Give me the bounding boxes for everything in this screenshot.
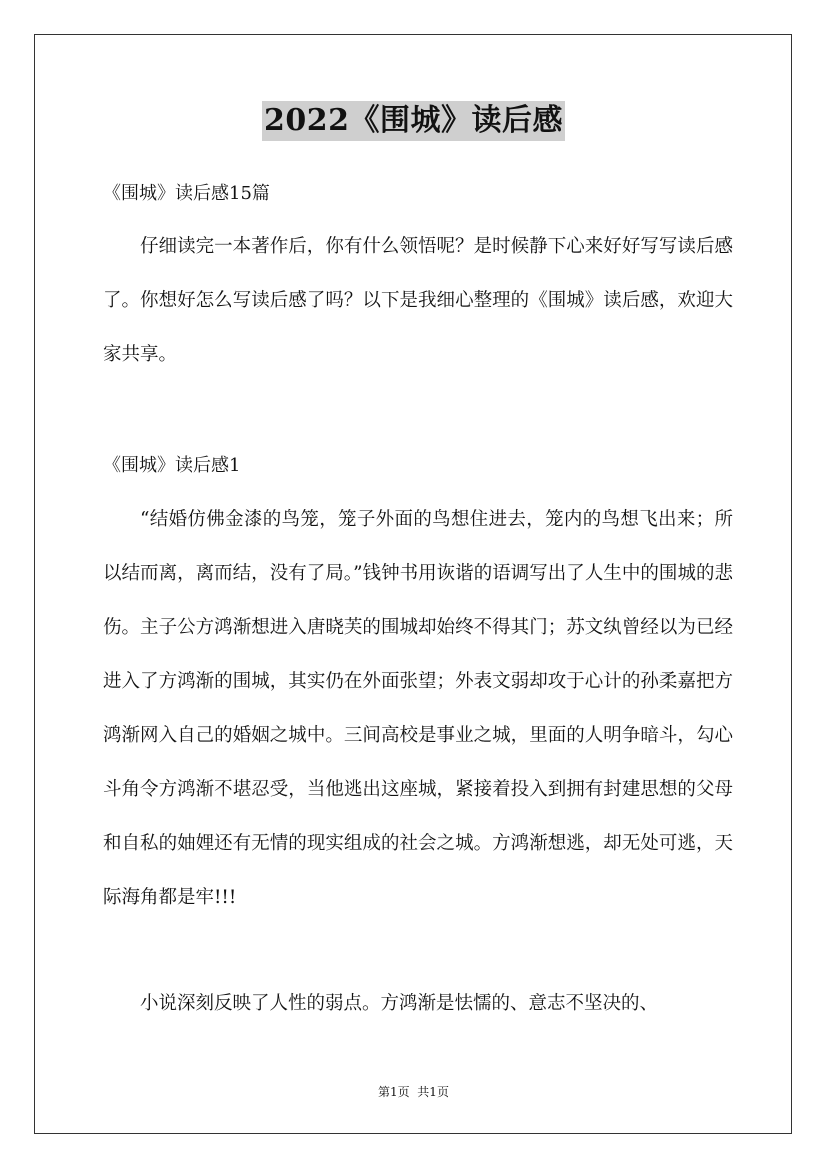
title-container [0,101,827,141]
document-subtitle: 《围城》读后感15篇 [103,183,270,204]
page-footer: 第1页 共1页 [378,1085,449,1099]
document-title: 2022《围城》读后感 [262,101,565,141]
intro-paragraph: 仔细读完一本著作后，你有什么领悟呢？是时候静下心来好好写写读后感了。你想好怎么写读后感了吗？以下是我细心整理的《围城》读后感，欢迎大家共享。 [103,236,733,365]
section-heading: 《围城》读后感1 [103,455,241,476]
body-paragraph-1: “结婚仿佛金漆的鸟笼，笼子外面的鸟想住进去，笼内的鸟想飞出来；所以结而离，离而结，没有了局。”钱钟书用诙谐的语调写出了人生中的围城的悲伤。主子公方鸿渐想进入唐晓芙的围城却始终不得其门；苏文纨曾经以为已经进入了方鸿渐的围城，其实仍在外面张望；外表文弱却攻于心计的孙柔嘉把方鸿渐网入自己的婚姻之城中。三间高校是事业之城，里面的人明争暗斗，勾心斗角令方鸿渐不堪忍受，当他逃出这座城，紧接着投入到拥有封建思想的父母和自私的妯娌还有无情的现实组成的社会之城。方鸿渐想逃，却无处可逃，天际海角都是牢!!! [103,509,733,908]
body-paragraph-2: 小说深刻反映了人性的弱点。方鸿渐是怯懦的、意志不坚决的、 [140,993,659,1014]
